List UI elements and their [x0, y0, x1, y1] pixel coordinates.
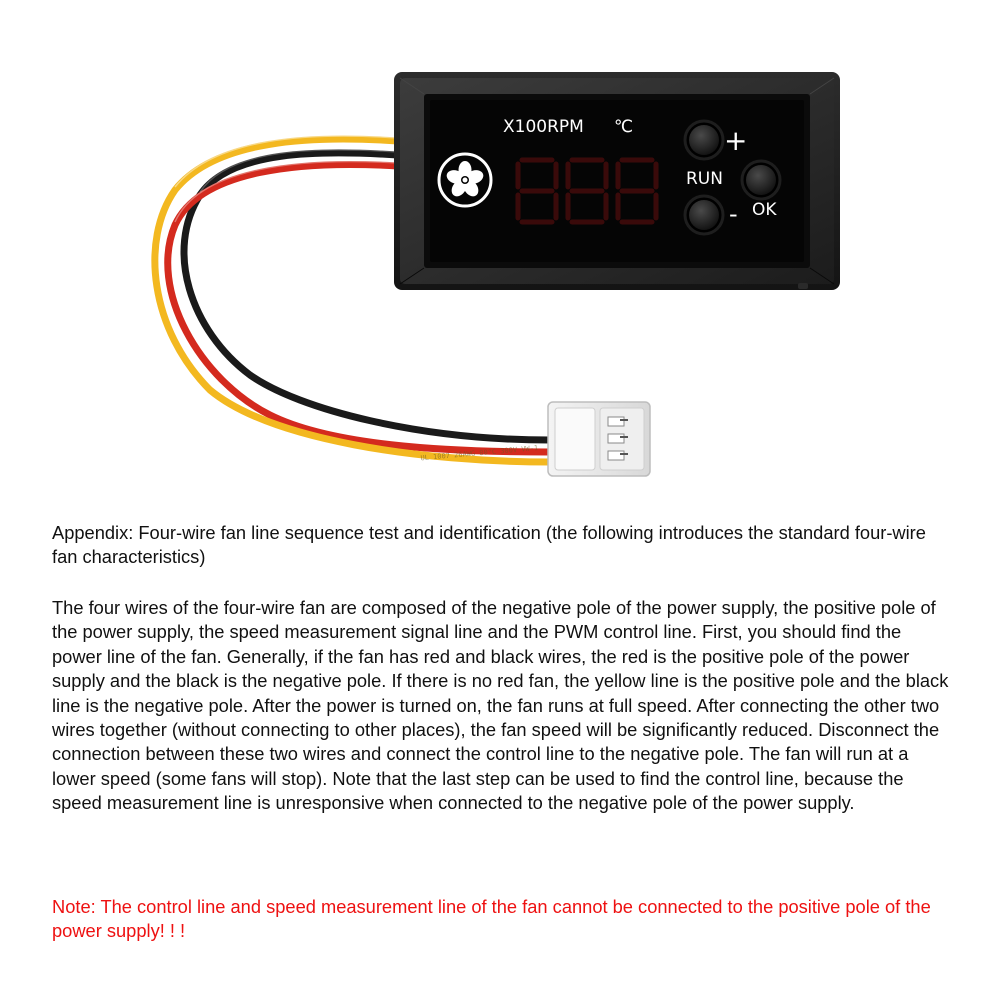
plug-pin-slot — [608, 417, 624, 426]
minus-label: - — [729, 200, 738, 228]
plus-label: + — [724, 124, 748, 157]
rpm-label: X100RPM — [503, 117, 584, 137]
plug-pin-slot — [608, 434, 624, 443]
appendix-text: Appendix: Four-wire fan line sequence test and identification (the following introduces the standard four-wire fan characteristics) — [52, 522, 926, 568]
temp-unit-label: ℃ — [614, 117, 634, 137]
connector-plug — [548, 402, 650, 476]
appendix-heading — [52, 521, 952, 570]
warning-note — [52, 895, 952, 944]
plug-pin-slot — [608, 451, 624, 460]
warning-note-text: Note: The control line and speed measurement line of the fan cannot be connected to the positive pole of the power supply! ! ! — [52, 896, 931, 942]
plus-button[interactable] — [685, 121, 723, 159]
cable-print: UL 1007 26AWG 80°C 300V VW-1 — [420, 444, 539, 463]
ok-button[interactable] — [742, 161, 780, 199]
ok-label: OK — [752, 200, 777, 220]
instructions-paragraph — [52, 596, 952, 816]
instructions-text: The four wires of the four-wire fan are composed of the negative pole of the power supply, the positive pole of the power supply, the speed measurement signal line and the PWM control line. First, you should find the power line of the fan. Generally, if the fan has red and black wires, the red is the positive pole of the power supply and the black is the negative pole. If there is no red fan, the yellow line is the positive pole and the black line is the negative pole. After the power is turned on, the fan runs at full speed. After connecting the other two wires together (without connecting to other places), the fan speed will be significantly reduced. Disconnect the connection between these two wires and connect the control line to the negative pole. The fan will run at a lower speed (some fans will stop). Note that the last step can be used to find the control line, because the speed measurement line is unresponsive when connected to the negative pole of the power supply. — [52, 597, 949, 814]
minus-button[interactable] — [685, 196, 723, 234]
run-label: RUN — [686, 169, 723, 189]
